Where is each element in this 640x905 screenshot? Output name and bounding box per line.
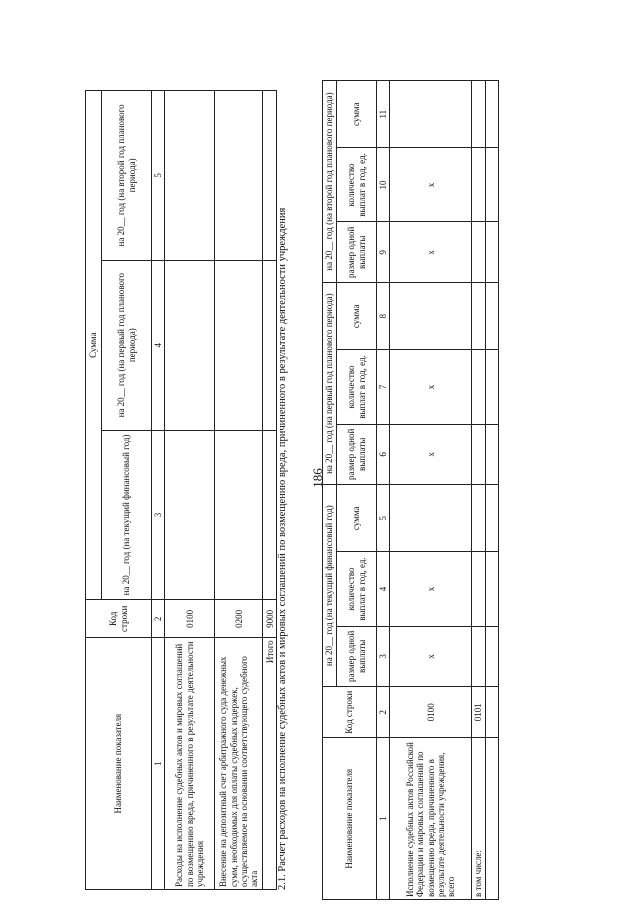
header-size: размер одной выплаты xyxy=(337,626,377,687)
cell xyxy=(485,222,498,283)
cell xyxy=(472,350,485,424)
cell xyxy=(485,626,498,687)
cell xyxy=(215,91,263,261)
header-qty: количество выплат в год, ед. xyxy=(337,148,377,222)
header-year-first: на 20__ год (на первый год планового периода) xyxy=(102,260,152,430)
cell xyxy=(485,485,498,552)
header-code: Код строки xyxy=(86,600,152,638)
header-name: Наименование показателя xyxy=(323,738,377,900)
header-sum: сумма xyxy=(337,283,377,350)
cell xyxy=(472,81,485,148)
cell xyxy=(485,148,498,222)
header-sum: Сумма xyxy=(86,91,102,600)
header-year-second: на 20__ год (на второй год планового периода) xyxy=(102,91,152,261)
header-size: размер одной выплаты xyxy=(337,222,377,283)
row-name: в том числе: xyxy=(472,738,485,900)
col-num: 1 xyxy=(152,638,165,890)
total-label: Итого xyxy=(263,638,277,890)
cell xyxy=(485,81,498,148)
cell-x: x xyxy=(390,350,472,424)
row-code: 0200 xyxy=(215,600,263,638)
cell xyxy=(485,424,498,485)
cell xyxy=(390,283,472,350)
table-row xyxy=(165,91,215,890)
cell xyxy=(263,91,277,261)
cell xyxy=(485,552,498,626)
col-num: 1 xyxy=(377,738,390,900)
cell xyxy=(472,626,485,687)
cell-x: x xyxy=(390,222,472,283)
cell xyxy=(165,91,215,261)
cell xyxy=(263,260,277,430)
cell xyxy=(390,81,472,148)
cell xyxy=(472,552,485,626)
col-num: 4 xyxy=(377,552,390,626)
cell xyxy=(485,738,498,900)
col-num: 2 xyxy=(152,600,165,638)
header-qty: количество выплат в год, ед. xyxy=(337,350,377,424)
cell xyxy=(165,430,215,600)
header-qty: количество выплат в год, ед. xyxy=(337,552,377,626)
cell xyxy=(472,222,485,283)
cell xyxy=(485,350,498,424)
cell xyxy=(472,283,485,350)
col-num: 8 xyxy=(377,283,390,350)
header-size: размер одной выплаты xyxy=(337,424,377,485)
cell-x: x xyxy=(390,552,472,626)
cell xyxy=(472,485,485,552)
cell-x: x xyxy=(390,148,472,222)
table-row xyxy=(390,81,472,900)
cell xyxy=(390,485,472,552)
cell xyxy=(472,424,485,485)
table-row xyxy=(215,91,263,890)
row-code: 0101 xyxy=(472,687,485,738)
cell xyxy=(215,430,263,600)
cell-x: x xyxy=(390,626,472,687)
col-num: 4 xyxy=(152,260,165,430)
header-group-first: на 20__ год (на первый год планового периода) xyxy=(323,283,337,485)
row-name: Исполнение судебных актов Российской Федерации и мировых соглашений по возмещению вреда, причиненного в результате деятельности учреждения, всего xyxy=(390,738,472,900)
row-code: 0100 xyxy=(165,600,215,638)
total-code: 9000 xyxy=(263,600,277,638)
col-num: 7 xyxy=(377,350,390,424)
calculation-table xyxy=(322,80,499,900)
header-group-second: на 20__ год (на второй год планового периода) xyxy=(323,81,337,283)
cell xyxy=(485,283,498,350)
col-num: 3 xyxy=(377,626,390,687)
row-name: Внесение на депозитный счет арбитражного суда денежных сумм, необходимых для оплаты судебных издержек, осуществляемое на основании соответствующего судебного акта xyxy=(215,638,263,890)
cell xyxy=(165,260,215,430)
table-row xyxy=(485,81,498,900)
header-sum: сумма xyxy=(337,485,377,552)
summary-table xyxy=(85,90,277,890)
col-num: 5 xyxy=(377,485,390,552)
table-row-total xyxy=(263,91,277,890)
col-num: 6 xyxy=(377,424,390,485)
col-num: 3 xyxy=(152,430,165,600)
col-num: 5 xyxy=(152,91,165,261)
header-group-current: на 20__ год (на текущий финансовый год) xyxy=(323,485,337,687)
header-code: Код строки xyxy=(323,687,377,738)
header-year-current: на 20__ год (на текущий финансовый год) xyxy=(102,430,152,600)
table-row xyxy=(472,81,485,900)
col-num: 9 xyxy=(377,222,390,283)
page-number: 186 xyxy=(309,468,325,488)
cell-x: x xyxy=(390,424,472,485)
row-code: 0100 xyxy=(390,687,472,738)
col-num: 10 xyxy=(377,148,390,222)
cell xyxy=(263,430,277,600)
col-num: 11 xyxy=(377,81,390,148)
cell xyxy=(485,687,498,738)
row-name: Расходы на исполнение судебных актов и мировых соглашений по возмещению вреда, причиненного в результате деятельности учреждения xyxy=(165,638,215,890)
col-num: 2 xyxy=(377,687,390,738)
header-sum: сумма xyxy=(337,81,377,148)
section-heading: 2.1. Расчет расходов на исполнение судебных актов и мировых соглашений по возмещению вреда, причиненного в результате деятельности учреждения xyxy=(277,207,288,890)
cell xyxy=(472,148,485,222)
header-name: Наименование показателя xyxy=(86,638,152,890)
cell xyxy=(215,260,263,430)
